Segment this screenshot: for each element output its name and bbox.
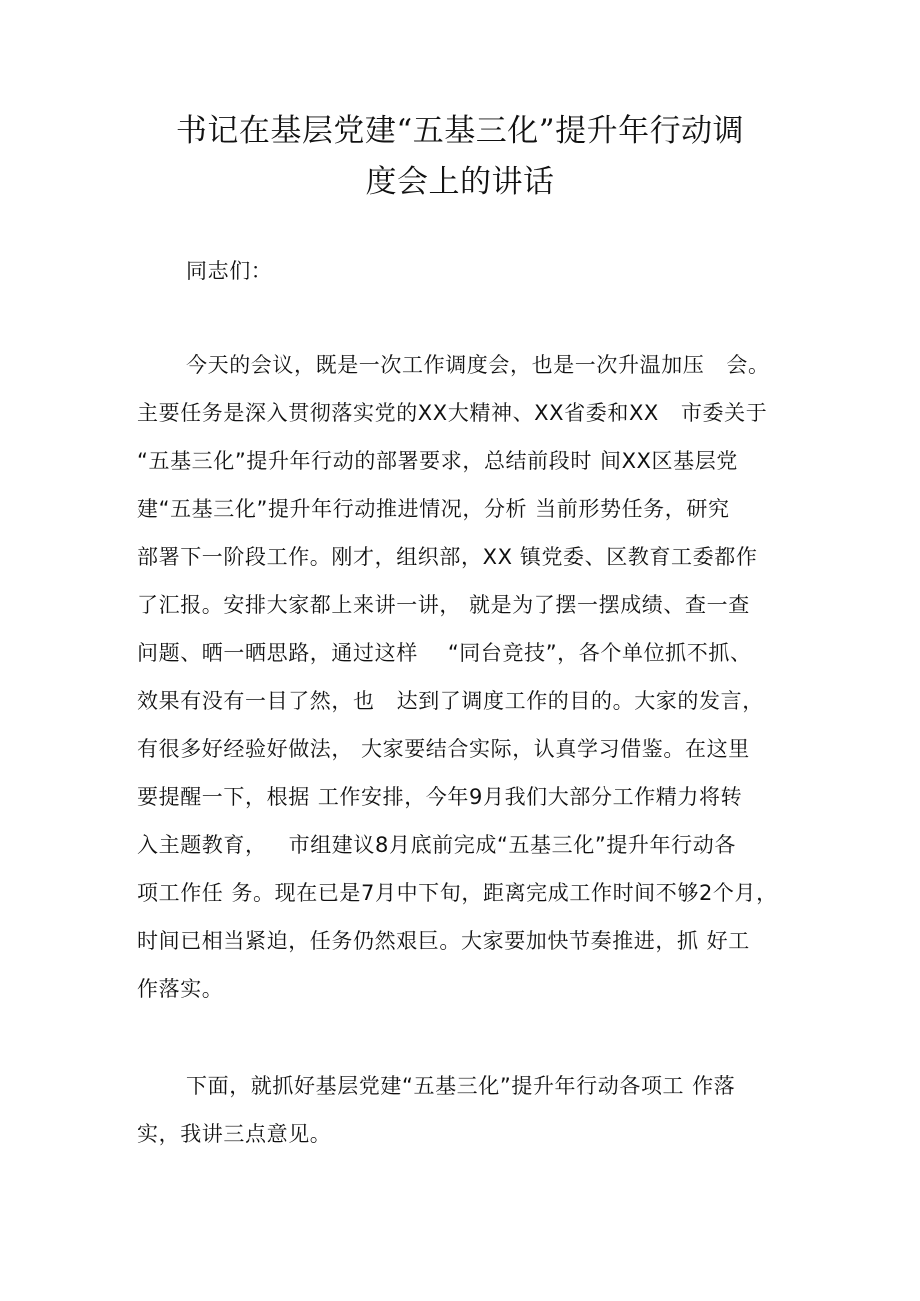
text-segment: 会。 [726,353,770,377]
paragraph-1-line-9 [137,734,750,764]
text-segment: 作落 [692,1074,736,1098]
text-segment: 就是为了摆一摆成绩、查一查 [469,593,750,617]
text-segment: 主要任务是深入贯彻落实党的XX大精神、XX省委和XX [137,401,659,425]
text-segment: 要提醒一下，根据 [137,785,310,809]
text-segment: 市委关于 [680,401,768,425]
salutation: 同志们： [186,259,273,283]
paragraph-1-line-6 [137,590,750,620]
paragraph-1-line-12 [137,878,778,908]
text-segment: 问题、晒一晒思路，通过这样 [137,641,418,665]
paragraph-1-line-11 [137,830,736,860]
document-title-line-1: 书记在基层党建“五基三化”提升年行动调 [175,113,745,149]
paragraph-1-line-13 [137,926,750,956]
text-segment: 有很多好经验好做法， [137,737,353,761]
paragraph-1-line-10 [137,782,742,812]
paragraph-2-line-1 [186,1071,735,1101]
text-segment: 今天的会议，既是一次工作调度会，也是一次升温加压 [186,353,705,377]
text-segment: 了汇报。安排大家都上来讲一讲， [137,593,461,617]
text-segment: 项工作任 [137,881,224,905]
text-segment: 大家要结合实际，认真学习借鉴。在这里 [361,737,750,761]
paragraph-1-line-2 [137,398,767,428]
text-segment: 入主题教育， [137,833,267,857]
text-segment: “同台竞技”，各个单位抓不抓、 [447,641,752,665]
paragraph-2-line-2: 实，我讲三点意见。 [137,1122,332,1146]
paragraph-1-line-7 [137,638,752,668]
text-segment: 当前形势任务，研究 [535,497,730,521]
text-segment: 效果有没有一目了然，也 [137,689,375,713]
text-segment: 时间已相当紧迫，任务仍然艰巨。大家要加快节奏推进，抓 [137,929,699,953]
text-segment: “五基三化”提升年行动的部署要求，总结前段时 [137,449,592,473]
document-title-line-2: 度会上的讲话 [365,164,555,200]
text-segment: 建“五基三化”提升年行动推进情况，分析 [137,497,528,521]
paragraph-1-line-1 [186,350,770,380]
text-segment: 市组建议8月底前完成“五基三化”提升年行动各 [288,833,736,857]
paragraph-1-line-8 [137,686,764,716]
paragraph-1-line-5: 部署下一阶段工作。刚才，组织部，XX 镇党委、区教育工委都作 [137,545,758,569]
text-segment: 好工 [706,929,750,953]
text-segment: 达到了调度工作的目的。大家的发言， [396,689,764,713]
text-segment: 下面，就抓好基层党建“五基三化”提升年行动各项工 [186,1074,685,1098]
paragraph-1-line-4 [137,494,730,524]
text-segment: 务。现在已是7月中下旬，距离完成工作时间不够2个月， [231,881,778,905]
paragraph-1-line-14: 作落实。 [137,977,224,1001]
text-segment: 工作安排，今年9月我们大部分工作精力将转 [317,785,743,809]
text-segment: 间XX区基层党 [599,449,738,473]
paragraph-1-line-3 [137,446,738,476]
